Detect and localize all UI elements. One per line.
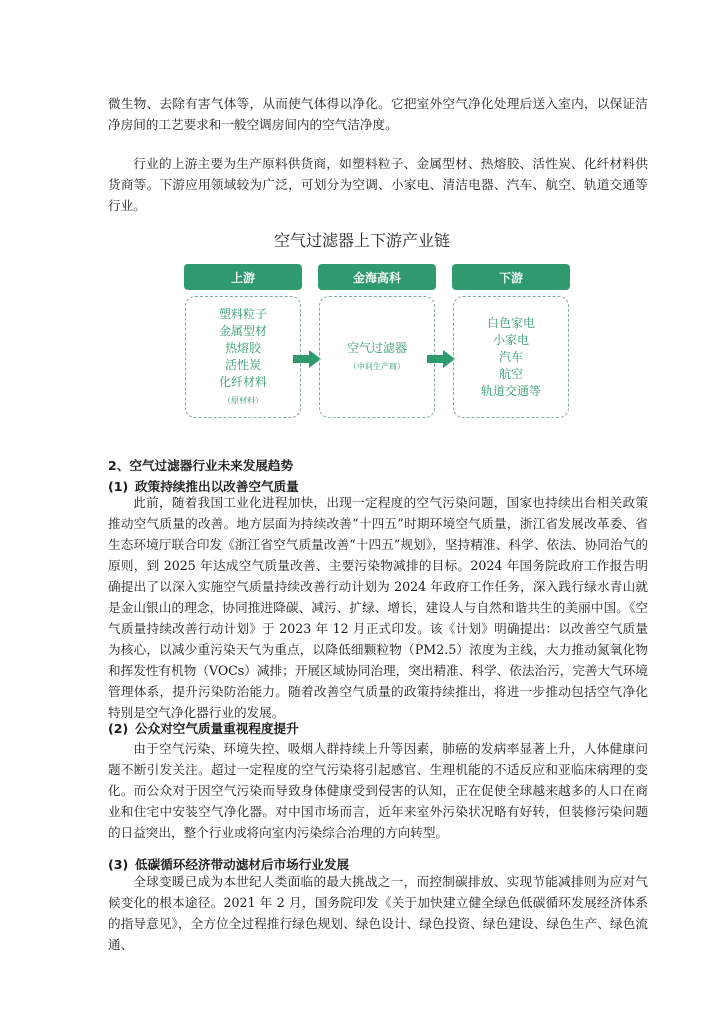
right-arrow-icon [293, 350, 321, 368]
intro-paragraph-1: 微生物、去除有害气体等，从而使气体得以净化。它把室外空气净化处理后送入室内，以保证洁净房间的工艺要求和一般空调房间内的空气洁净度。 [108, 96, 648, 132]
subsection-title: 低碳循环经济带动滤材后市场行业发展 [135, 857, 350, 872]
upstream-item: 热熔胶 [224, 341, 261, 355]
downstream-header: 下游 [452, 264, 570, 290]
upstream-box [185, 296, 301, 418]
subsection-number: (1) [108, 479, 129, 494]
downstream-item: 小家电 [492, 332, 529, 347]
upstream-item: 金属型材 [218, 324, 267, 338]
subsection-number: (2) [108, 721, 129, 736]
midstream-box [319, 296, 435, 418]
diagram-title: 空气过滤器上下游产业链 [273, 231, 450, 250]
upstream-header: 上游 [184, 264, 302, 290]
subsection-number: (3) [108, 857, 129, 872]
upstream-item: 化纤材料 [218, 375, 267, 389]
subsection-body-2: 由于空气污染、环境失控、吸烟人群持续上升等因素，肺癌的发病率显著上升，人体健康问题不断引发关注。超过一定程度的空气污染将引起感官、生理机能的不适反应和亚临床病理的变化。而公众对于因空气污染而导致身体健康受到侵害的认知，正在促使全球越来越多的人口在商业和住宅中安装空气净化器。对中国市场而言，近年来室外污染状况略有好转，但装修污染问题的日益突出，整个行业或将向室内污染综合治理的方向转型。 [108, 741, 648, 840]
subsection-body-3: 全球变暖已成为本世纪人类面临的最大挑战之一，而控制碳排放、实现节能减排则为应对气候变化的根本途径。2021 年 2 月，国务院印发《关于加快建立健全绿色低碳循环发展经济体系的指导意见》，全方位全过程推行绿色规划、绿色设计、绿色投资、绿色建设、绿色生产、绿色流通、 [108, 874, 648, 952]
downstream-item: 白色家电 [486, 315, 535, 330]
midstream-item: 空气过滤器 [346, 341, 407, 355]
right-arrow-icon [427, 350, 455, 368]
subsection-heading-2 [108, 718, 299, 737]
section-heading: 2、空气过滤器行业未来发展趋势 [108, 458, 294, 473]
midstream-header: 金海高科 [318, 264, 436, 290]
subsection-body-1: 此前，随着我国工业化进程加快，出现一定程度的空气污染问题，国家也持续出台相关政策推动空气质量的改善。地方层面为持续改善“十四五”时期环境空气质量，浙江省发展改革委、省生态环境厅联合印发《浙江省空气质量改善“十四五”规划》，坚持精准、科学、依法、协同治气的原则，到 2025 年达成空气质量改善、主要污染物减排的目标。2024 年国务院政府工作报告明确提出了以深入实施空气质量持续改善行动计划为 2024 年政府工作任务，深入践行绿水青山就是金山银山的理念，协同推进降碳、减污、扩绿、增长，建设人与自然和谐共生的美丽中国。《空气质量持续改善行动计划》于 2023 年 12 月正式印发。该《计划》明确提出：以改善空气质量为核心，以减少重污染天气为重点，以降低细颗粒物（PM2.5）浓度为主线，大力推动氮氧化物和挥发性有机物（VOCs）减排；开展区域协同治理，突出精准、科学、依法治污，完善大气环境管理体系，提升污染防治能力。随着改善空气质量的政策持续推出，将进一步推动包括空气净化特别是空气净化器行业的发展。 [108, 495, 648, 720]
intro-paragraph-2: 行业的上游主要为生产原料供货商，如塑料粒子、金属型材、热熔胶、活性炭、化纤材料供货商等。下游应用领域较为广泛，可划分为空调、小家电、清洁电器、汽车、航空、轨道交通等行业。 [108, 156, 648, 213]
midstream-note: （中间生产商） [349, 362, 405, 371]
downstream-item: 航空 [498, 366, 523, 381]
downstream-item: 汽车 [498, 349, 523, 364]
downstream-box [453, 296, 569, 418]
subsection-title: 政策持续推出以改善空气质量 [135, 479, 299, 494]
downstream-item: 轨道交通等 [480, 383, 541, 398]
upstream-note: （原材料） [223, 396, 263, 405]
subsection-title: 公众对空气质量重视程度提升 [135, 721, 299, 736]
upstream-item: 塑料粒子 [218, 307, 267, 321]
upstream-item: 活性炭 [224, 358, 261, 372]
